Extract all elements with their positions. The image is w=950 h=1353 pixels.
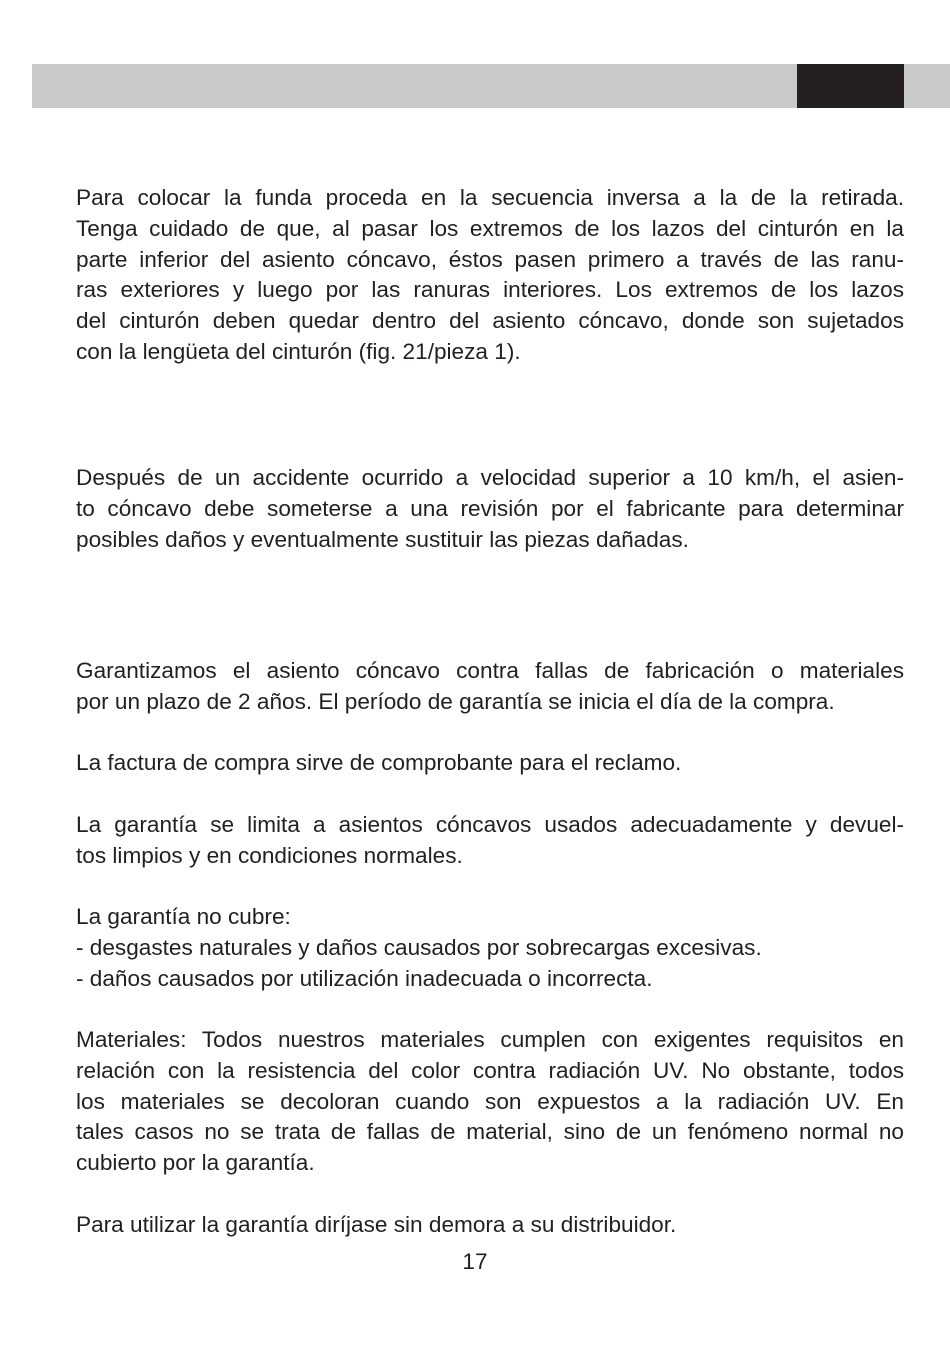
paragraph-line: Garantizamos el asiento cóncavo contra fallas de fabricación o materiales [76, 658, 904, 683]
warranty-paragraph-2 [76, 748, 904, 779]
paragraph-line: parte inferior del asiento cóncavo, éstos pasen primero a través de las ranu- [76, 246, 904, 272]
warranty-paragraph-6 [76, 1210, 904, 1241]
header-block [797, 64, 904, 108]
paragraph-line: relación con la resistencia del color contra radiación UV. No obstante, todos [76, 1057, 904, 1083]
paragraph-line: Después de un accidente ocurrido a velocidad superior a 10 km/h, el asien- [76, 465, 904, 490]
paragraph-line: La garantía no cubre: [76, 904, 291, 929]
accident-paragraph [76, 463, 904, 555]
paragraph-line: del cinturón deben quedar dentro del asiento cóncavo, donde son sujetados [76, 308, 904, 334]
paragraph-line: ras exteriores y luego por las ranuras interiores. Los extremos de los lazos [76, 277, 904, 303]
list-item: - desgastes naturales y daños causados por sobrecargas excesivas. [76, 934, 762, 960]
cover-paragraph [76, 183, 904, 368]
warranty-paragraph-4 [76, 902, 904, 994]
paragraph-line: tos limpios y en condiciones normales. [76, 842, 463, 868]
paragraph-line: con la lengüeta del cinturón (fig. 21/pieza 1). [76, 338, 521, 364]
paragraph-line: Para utilizar la garantía diríjase sin demora a su distribuidor. [76, 1212, 677, 1237]
paragraph-line: to cóncavo debe someterse a una revisión por el fabricante para determinar [76, 495, 904, 521]
page-number: 17 [462, 1249, 488, 1274]
paragraph-line: Materiales: Todos nuestros materiales cumplen con exigentes requisitos en [76, 1027, 904, 1052]
paragraph-line: por un plazo de 2 años. El período de garantía se inicia el día de la compra. [76, 688, 835, 714]
warranty-paragraph-1 [76, 656, 904, 718]
warranty-paragraph-3 [76, 810, 904, 872]
paragraph-line: La factura de compra sirve de comprobante para el reclamo. [76, 750, 682, 775]
paragraph-line: los materiales se decoloran cuando son expuestos a la radiación UV. En [76, 1088, 904, 1114]
paragraph-line: Para colocar la funda proceda en la secuencia inversa a la de la retirada. [76, 185, 904, 210]
warranty-paragraph-5 [76, 1025, 904, 1179]
paragraph-line: La garantía se limita a asientos cóncavos usados adecuadamente y devuel- [76, 812, 904, 837]
list-item: - daños causados por utilización inadecuada o incorrecta. [76, 965, 653, 991]
paragraph-line: cubierto por la garantía. [76, 1150, 315, 1176]
paragraph-line: Tenga cuidado de que, al pasar los extremos de los lazos del cinturón en la [76, 215, 904, 241]
paragraph-line: tales casos no se trata de fallas de material, sino de un fenómeno normal no [76, 1119, 904, 1145]
paragraph-line: posibles daños y eventualmente sustituir las piezas dañadas. [76, 526, 689, 552]
